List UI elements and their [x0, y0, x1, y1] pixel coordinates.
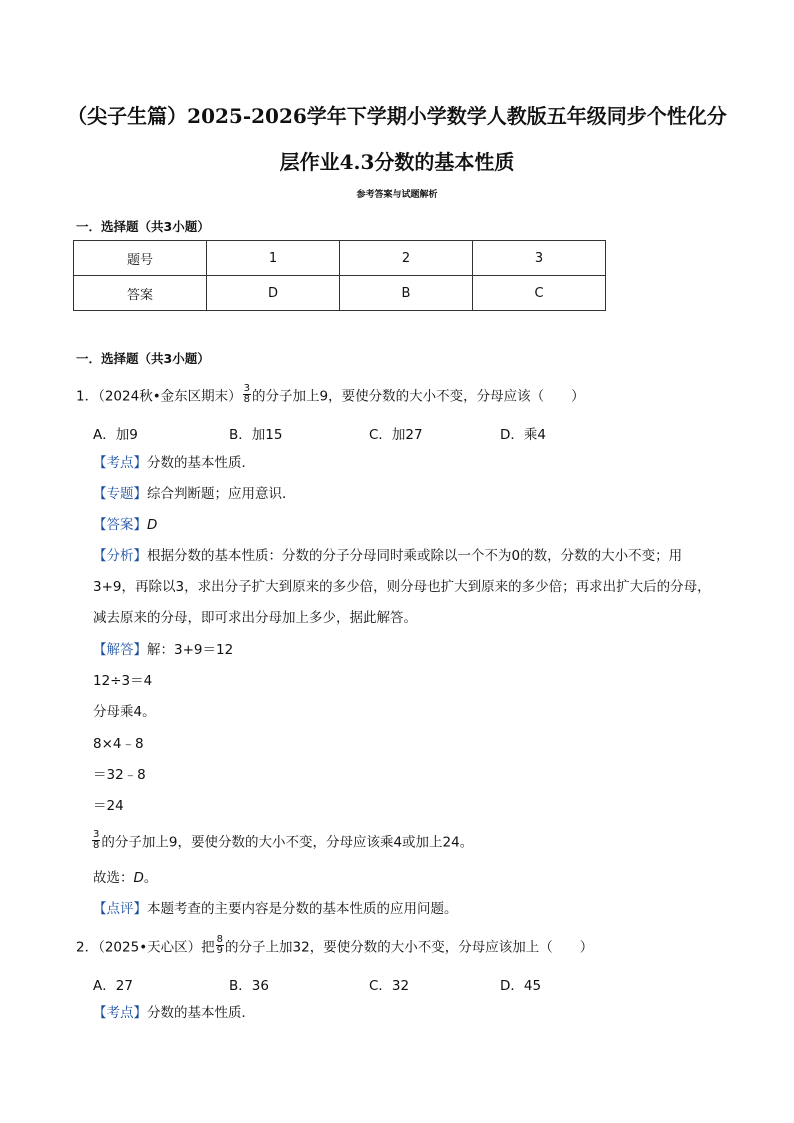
- document-title-line2: 层作业4.3分数的基本性质: [279, 150, 515, 174]
- kaodian-text: 分数的基本性质．: [147, 1005, 255, 1021]
- answer-table-answer: B: [340, 276, 473, 311]
- answer-tag: 【答案】: [93, 517, 147, 533]
- question-1-final-choice: [93, 869, 157, 887]
- answer-table-answer: C: [473, 276, 606, 311]
- section-heading-choice-detail: 一．选择题（共3小题）: [76, 351, 210, 366]
- zhuanti-tag: 【专题】: [93, 486, 147, 502]
- question-1-kaodian: [93, 454, 255, 472]
- question-1-stem-text: 的分子加上9，要使分数的大小不变，分母应该（ ）: [252, 388, 585, 405]
- zhuanti-text: 综合判断题；应用意识．: [147, 486, 296, 502]
- fraction-denominator: 9: [216, 945, 224, 956]
- kaodian-tag: 【考点】: [93, 455, 147, 471]
- question-1-option-b: B．加15: [229, 427, 283, 443]
- question-1-analysis-line3: 减去原来的分母，即可求出分母加上多少，据此解答。: [93, 610, 417, 626]
- question-2-option-d: D．45: [500, 978, 542, 994]
- question-2-option-a: A．27: [93, 978, 133, 994]
- question-1-comment: [93, 900, 458, 918]
- question-1-prefix: 1．（2024秋•金东区期末）: [76, 388, 242, 405]
- question-2-option-b: B．36: [229, 978, 269, 994]
- final-choice-prefix: 故选：: [93, 870, 134, 886]
- answer-table-header-label: 题号: [74, 241, 207, 276]
- answer-text: D: [147, 517, 158, 533]
- fraction-denominator: 8: [93, 840, 100, 851]
- question-2-stem-text: 的分子上加32，要使分数的大小不变，分母应该加上（ ）: [225, 939, 594, 956]
- question-1-stem: [76, 383, 585, 407]
- kaodian-tag: 【考点】: [93, 1005, 147, 1021]
- question-1-conclusion: [91, 829, 474, 853]
- question-1-option-a: A．加9: [93, 427, 138, 443]
- question-1-fraction: [243, 384, 251, 405]
- answer-table-number: 1: [207, 241, 340, 276]
- question-2-prefix: 2．（2025•天心区）把: [76, 939, 215, 956]
- answer-table-answer-label: 答案: [74, 276, 207, 311]
- question-1-solution-line1: [93, 641, 233, 659]
- question-1-option-d: D．乘4: [500, 427, 546, 443]
- question-1-analysis-line1: [93, 547, 682, 565]
- conclusion-text: 的分子加上9，要使分数的大小不变，分母应该乘4或加上24。: [101, 834, 474, 851]
- final-choice-answer: D: [133, 870, 144, 886]
- question-1-solution-line5: ＝32﹣8: [93, 767, 146, 783]
- comment-tag: 【点评】: [93, 901, 147, 917]
- question-1-solution-line3: 分母乘4。: [93, 704, 156, 720]
- question-1-analysis-line2: 3+9，再除以3，求出分子扩大到原来的多少倍，则分母也扩大到原来的多少倍；再求出扩大后的分母，: [93, 579, 711, 595]
- analysis-tag: 【分析】: [93, 548, 147, 564]
- question-2-option-c: C．32: [369, 978, 410, 994]
- question-2-fraction: [216, 935, 224, 956]
- solution-tag: 【解答】: [93, 642, 147, 658]
- fraction-numerator: 3: [93, 829, 100, 840]
- document-subtitle: 参考答案与试题解析: [356, 190, 438, 200]
- comment-text: 本题考查的主要内容是分数的基本性质的应用问题。: [147, 901, 458, 917]
- answer-table-answer: D: [207, 276, 340, 311]
- answer-table-number: 2: [340, 241, 473, 276]
- question-2-stem: [76, 934, 594, 958]
- question-1-option-c: C．加27: [369, 427, 423, 443]
- fraction-denominator: 8: [243, 394, 251, 405]
- question-1-solution-line6: ＝24: [93, 798, 124, 814]
- question-2-kaodian: [93, 1004, 255, 1022]
- final-choice-suffix: 。: [143, 870, 158, 886]
- answer-table-row-numbers: [74, 241, 606, 276]
- answer-table-number: 3: [473, 241, 606, 276]
- question-1-solution-line2: 12÷3＝4: [93, 673, 153, 689]
- answer-table: [73, 240, 606, 311]
- question-1-solution-line4: 8×4﹣8: [93, 736, 144, 752]
- document-title-line1: （尖子生篇）2025-2026学年下学期小学数学人教版五年级同步个性化分: [67, 104, 727, 128]
- answer-table-row-answers: [74, 276, 606, 311]
- conclusion-fraction: [92, 830, 100, 851]
- analysis-text: 根据分数的基本性质：分数的分子分母同时乘或除以一个不为0的数，分数的大小不变；用: [147, 548, 683, 564]
- solution-text: 解：3+9＝12: [147, 642, 234, 658]
- fraction-numerator: 8: [216, 934, 224, 945]
- fraction-numerator: 3: [243, 383, 251, 394]
- kaodian-text: 分数的基本性质．: [147, 455, 255, 471]
- section-heading-choice: 一．选择题（共3小题）: [76, 219, 210, 234]
- question-1-answer: [93, 516, 157, 534]
- question-1-zhuanti: [93, 485, 296, 503]
